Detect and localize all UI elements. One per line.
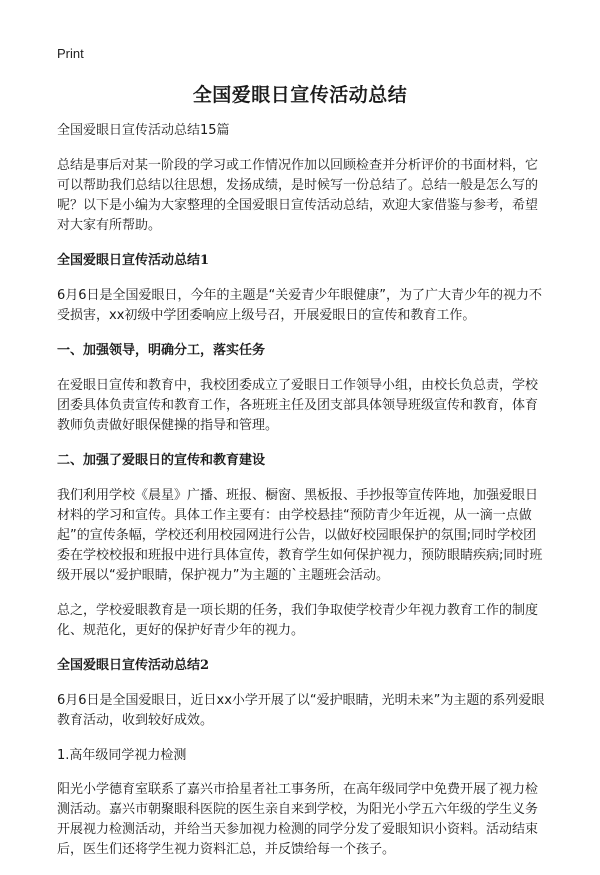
section-1-subheading-2: 二、加强了爱眼日的宣传和教育建设 xyxy=(57,453,266,468)
section-1-subheading-1: 一、加强领导，明确分工，落实任务 xyxy=(57,343,266,358)
section-2-paragraph-2: 阳光小学德育室联系了嘉兴市拾星者社工事务所，在高年级同学中免费开展了视力检测活动。嘉兴市朝聚眼科医院的医生亲自来到学校，为阳光小学五六年级的学生义务开展视力检测活动，并给当天参加视力检测的同学分发了爱眼知识小资料。活动结束后，医生们还将学生视力资料汇总，并反馈给每一个孩子。 xyxy=(57,782,539,857)
section-1-paragraph-3: 我们利用学校《晨星》广播、班报、橱窗、黑板报、手抄报等宣传阵地，加强爱眼日材料的学习和宣传。具体工作主要有：由学校悬挂“预防青少年近视，从一滴一点做起”的宣传条幅，学校还利用校园网进行公告，以做好校园眼保护的氛围;同时学校团委在学校校报和班报中进行具体宣传，教育学生如何保护视力，预防眼睛疾病;同时班级开展以“爱护眼睛，保护视力”为主题的`主题班会活动。 xyxy=(57,488,543,583)
document-title: 全国爱眼日宣传活动总结 xyxy=(192,84,408,106)
section-2-paragraph-1: 6月6日是全国爱眼日，近日xx小学开展了以“爱护眼睛，光明未来”为主题的系列爱眼教育活动，收到较好成效。 xyxy=(57,693,545,728)
document-subtitle: 全国爱眼日宣传活动总结15篇 xyxy=(57,123,230,138)
section-1-paragraph-1: 6月6日是全国爱眼日，今年的主题是“关爱青少年眼健康”，为了广大青少年的视力不受损害，xx初级中学团委响应上级号召，开展爱眼日的宣传和教育工作。 xyxy=(57,288,543,323)
section-1-paragraph-4: 总之，学校爱眼教育是一项长期的任务，我们争取使学校青少年视力教育工作的制度化、规范化，更好的保护好青少年的视力。 xyxy=(57,603,539,638)
intro-paragraph: 总结是事后对某一阶段的学习或工作情况作加以回顾检查并分析评价的书面材料，它可以帮助我们总结以往思想，发扬成绩，是时候写一份总结了。总结一般是怎么写的呢？以下是小编为大家整理的全国爱眼日宣传活动总结，欢迎大家借鉴与参考，希望对大家有所帮助。 xyxy=(57,158,539,233)
document-body xyxy=(57,121,547,875)
section-2-heading: 全国爱眼日宣传活动总结2 xyxy=(57,658,210,673)
section-2-subheading-1: 1.高年级同学视力检测 xyxy=(57,748,187,763)
print-link[interactable]: Print xyxy=(57,46,84,61)
section-1-heading: 全国爱眼日宣传活动总结1 xyxy=(57,253,210,268)
section-1-paragraph-2: 在爱眼日宣传和教育中，我校团委成立了爱眼日工作领导小组，由校长负总责，学校团委具体负责宣传和教育工作，各班班主任及团支部具体领导班级宣传和教育，体育教师负责做好眼保健操的指导和管理。 xyxy=(57,378,539,433)
